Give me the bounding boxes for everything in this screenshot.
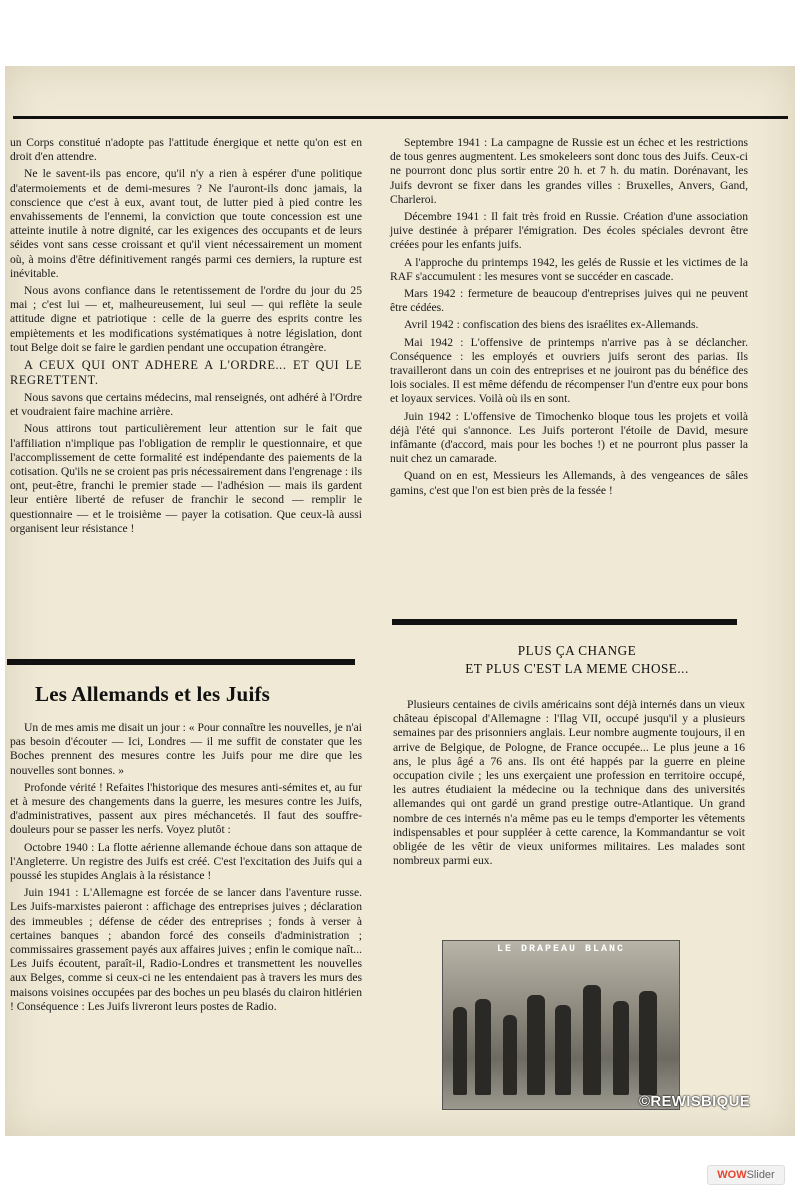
newspaper-page [5,66,795,1136]
photo-white-flag [442,940,680,1110]
paragraph: Ne le savent-ils pas encore, qu'il n'y a rien à espérer d'une politique d'atermoiements et de demi-mesures ? Ne l'auront-ils donc jamais, la conscience que c'est à eux, avant tout, de lutter pied à pied contre les envahissements de l'ennemi, la conviction que toute concession est une atteinte inutile à notre dignité, car les exigences des occupants et de leurs séides vont sans cesse croissant et qu'il vient nécessairement un moment où, à moins d'être définitivement rangés parmi ces derniers, la rupture est inévitable. [10,167,362,280]
right-column-bottom [393,698,745,871]
section-heading: A CEUX QUI ONT ADHERE A L'ORDRE... ET QUI LE REGRETTENT. [10,358,362,388]
paragraph: Avril 1942 : confiscation des biens des israélites ex-Allemands. [404,318,699,332]
paragraph: Un de mes amis me disait un jour : « Pour connaître les nouvelles, je n'ai pas besoin d'écouter — Ici, Londres — il me suffit de constater que les Boches prennent des mesures contre les Juifs pour me dire que les nouvelles sont bonnes. » [10,721,362,777]
paragraph: Mars 1942 : fermeture de beaucoup d'entreprises juives qui ne peuvent être cédées. [390,287,748,315]
article-heading-line1: PLUS ÇA CHANGE [517,643,637,658]
paragraph: A l'approche du printemps 1942, les gelés de Russie et les victimes de la RAF s'accumulent : les mesures vont se succéder en cascade. [390,255,748,283]
paragraph: Profonde vérité ! Refaites l'historique des mesures anti-sémites et, au fur et à mesure des changements dans la guerre, les mesures contre les Juifs, d'administratives, passent aux pires méchancetés. Il faut des souffre-douleurs pour se passer les nerfs. Voyez plutôt : [10,780,362,837]
article-heading-line2: ET PLUS C'EST LA MEME CHOSE... [465,661,689,676]
paragraph: Mai 1942 : L'offensive de printemps n'arrive pas à se déclancher. Conséquence : les employés et ouvriers juifs seront des parias. Ils travailleront dans un coin des entreprises et ne jouiront pas du bénéfice des lois sociales. Il est même défendu de récompenser l'un d'entre eux pour bons et loyaux services. Voilà où ils en sont. [390,335,748,406]
left-column-top [10,136,362,539]
soldier-figure [583,985,601,1095]
left-section-rule [7,659,355,665]
soldier-figure [555,1005,571,1095]
left-column-bottom [10,721,362,1017]
copyright-watermark: ©REWISBIQUE [639,1093,751,1110]
paragraph: Juin 1941 : L'Allemagne est forcée de se lancer dans l'aventure russe. Les Juifs-marxistes paieront : affichage des entreprises juives ; déclaration des immeubles ; défense de céder des entreprises ; fonds à verser à certaines banques ; abandon forcé des conseils d'administration ; commissaires grassement payés aux affaires juives ; enfin le comique naît... Les Juifs écoutent, paraît-il, Radio-Londres et transmettent les nouvelles aux Belges, comme si ceux-ci ne les entendaient pas à travers les murs des maisons voisines occupées par des boches un peu blasés du clairon hitlérien ! Conséquence : Les Juifs livreront leurs postes de Radio. [10,886,362,1013]
paragraph: Septembre 1941 : La campagne de Russie est un échec et les restrictions de tous genres augmentent. Les smokeleers sont donc tous des Juifs. Ceux-ci ne pourront donc plus sortir entre 20 h. et 7 h. du matin. Dorénavant, les Juifs devront se fixer dans les grandes villes : Bruxelles, Anvers, Gand, Charleroi. [390,136,748,206]
paragraph: Nous avons confiance dans le retentissement de l'ordre du jour du 25 mai ; c'est lui — et, malheureusement, lui seul — qui reflète la seule attitude digne et patriotique : celle de la guerre des esprits contre les empiètements et les modifications systématiques à notre législation, dont tout Belge doit se faire le gardien pendant une occupation étrangère. [10,284,362,354]
right-column-top [390,136,748,501]
soldier-figure [453,1007,467,1095]
paragraph: Décembre 1941 : Il fait très froid en Russie. Création d'une association juive destinée à préparer l'émigration. Des écoles spéciales devront être créées pour les enfants juifs. [390,210,748,252]
soldier-figure [527,995,545,1095]
paragraph: Nous attirons tout particulièrement leur attention sur le fait que l'affiliation n'implique pas l'obligation de remplir le questionnaire, et que l'accomplissement de cette formalité est indépendante des paiements de la cotisation. Qu'ils ne se croient pas pris nécessairement dans l'engrenage : ils ont, peut-être, franchi le premier stade — l'adhésion — mais ils gardent leur entière liberté de refuser de franchir le second — remplir le questionnaire — et le troisième — payer la cotisation. Que ceux-là aussi organisent leur résistance ! [10,422,362,535]
right-section-rule [392,619,737,625]
soldier-figure [639,991,657,1095]
paragraph: Quand on en est, Messieurs les Allemands, à des vengeances de sâles gamins, c'est que l'on est bien près de la fessée ! [390,469,748,497]
wowslider-logo-w: WOW [717,1169,747,1181]
paragraph: Juin 1942 : L'offensive de Timochenko bloque tous les projets et voilà déjà l'été qui s'annonce. Les Juifs porteront l'étoile de David, mesure infâmante (d'accord, mais pour les boches !) et ne pourront plus passer la nuit chez un camarade. [390,409,748,466]
wowslider-badge[interactable] [707,1165,785,1185]
photo-title: LE DRAPEAU BLANC [496,944,625,955]
top-rule [13,116,788,119]
paragraph: Octobre 1940 : La flotte aérienne allemande échoue dans son attaque de l'Angleterre. Un registre des Juifs est créé. C'est l'excitation des Juifs qui a poussé les stupides Anglais à la résistance ! [10,840,362,883]
paragraph: Plusieurs centaines de civils américains sont déjà internés dans un vieux château épiscopal d'Allemagne : l'Ilag VII, occupé jusqu'il y a plusieurs semaines par des prisonniers anglais. Leur nombre augmente toujours, il en arrive de Belgique, de Pologne, de France occupée... Le plus jeune a 16 ans, le plus âgé a 76 ans. Ils ont été happés par la guerre en pleine occupation civile ; les uns exerçaient une profession en territoire occupé, les autres étudiaient la médecine ou la technique dans des universités allemandes qui ont gardé un grand prestige outre-Atlantique. Un grand nombre de ces internés n'a même pas eu le temps d'emporter les vêtements indispensables et pour suppléer à cette carence, la Kommandantur se voit obligée de les vêtir de vieux uniformes militaires. Les malades sont nombreux parmi eux. [393,698,745,868]
soldier-figure [475,999,491,1095]
article-title: Les Allemands et les Juifs [35,682,271,706]
paragraph: Nous savons que certains médecins, mal renseignés, ont adhéré à l'Ordre et voudraient faire machine arrière. [10,391,362,419]
wowslider-logo-text: Slider [746,1169,775,1181]
soldier-figure [503,1015,517,1095]
paragraph: un Corps constitué n'adopte pas l'attitude énergique et nette qu'on est en droit d'en attendre. [10,136,362,164]
soldier-figure [613,1001,629,1095]
